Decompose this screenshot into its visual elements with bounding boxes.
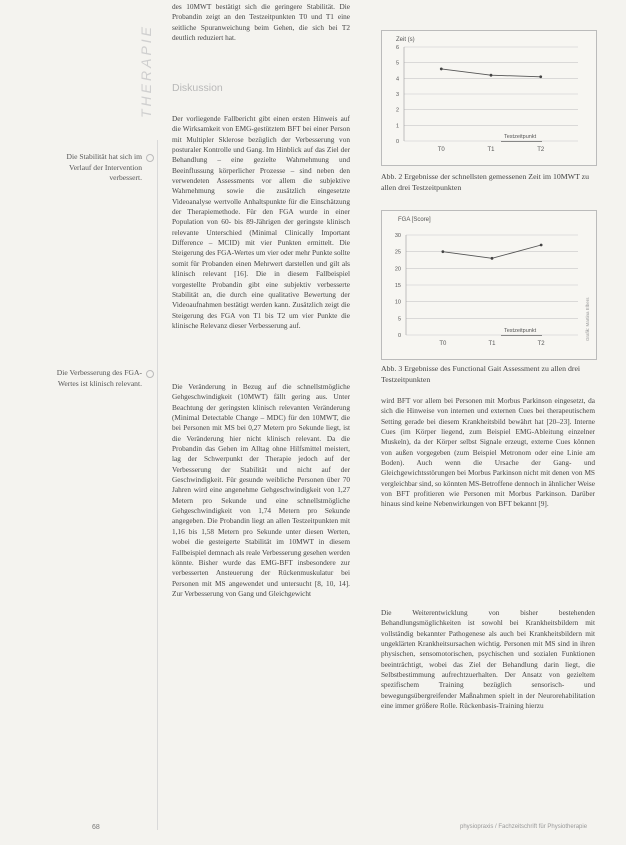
x-tick-label: T0 (439, 341, 447, 347)
margin-note-stability: Die Stabilität hat sich im Verlauf der Intervention verbessert. (50, 152, 142, 184)
legend-label: Testzeitpunkt (504, 134, 537, 140)
column1-para2: Die Veränderung in Bezug auf die schnellstmögliche Gehgeschwindigkeit (10MWT) fällt gering aus. Unter Beachtung der geringsten klinisch relevanten Veränderung (Minimal Detectable Change – MDC) für den 10MWT, die bei Personen mit MS bei 0,27 Metern pro Sekunde liegt, ist die Veränderung hier nicht klinisch relevant. Da die Probandin das Gehen im Alltag ohne Hilfsmittel meistert, lag der Schwerpunkt der Therapie jedoch auf der Verbesserung der Stabilität und nicht auf der Geschwindigkeit. Für gesunde weibliche Personen über 70 Jahren wird eine angenehme Gehgeschwindigkeit von 1,27 Metern pro Sekunde und eine schnellstmögliche Gehgeschwindigkeit von 1,74 Metern pro Sekunde angegeben. Die Probandin liegt an allen Testzeitpunkten mit 1,16 bis 1,58 Metern pro Sekunde unter diesen Werten, wobei die gesteigerte Stabilität im 10MWT in diesem Fallbeispiel demnach als reale Verbesserung gesehen werden könnte. Bisher wurde das EMG-BFT insbesondere zur verbesserten Ansteuerung der Rückenmuskulatur bei Personen mit MS angewendet und untersucht [8, 10, 14]. Zur Verbesserung von Gang und Gleichgewicht (172, 382, 350, 598)
y-tick-label: 5 (397, 316, 401, 323)
figure-10mwt (381, 30, 597, 166)
column2-para1: wird BFT vor allem bei Personen mit Morbus Parkinson eingesetzt, da sich die Hinweise von internen und externen Cues bei therapeutischem Setting gerade bei diesem Krankheitsbild bewährt hat [20–23]. Interne Cues (im Körper liegend, zum Beispiel EMG-Ableitung einzelner Muskeln), da der Körper selbst Signale erzeugt, externe Cues können von außen vorgegeben (zum Beispiel Metronom oder eine Linie am Boden). Auch wenn die Ursache der Gang- und Gleichgewichtsstörungen bei Morbus Parkinson nicht mit denen von MS vergleichbar sind, so könnten MS-Betroffene dennoch in ähnlicher Weise von BFT profitieren wie Personen mit Morbus Parkinson. Darüber hinaus sind keine Nebenwirkungen von BFT bekannt [9]. (381, 396, 596, 509)
y-tick-label: 5 (395, 60, 399, 67)
y-tick-label: 25 (394, 249, 401, 256)
data-point (491, 257, 494, 260)
figure-fga (381, 210, 597, 360)
x-tick-label: T1 (487, 147, 495, 153)
y-tick-label: 2 (395, 107, 399, 114)
x-tick-label: T2 (537, 147, 545, 153)
section-heading: Diskussion (172, 82, 223, 94)
y-tick-label: 10 (394, 299, 401, 306)
column-rule (157, 140, 158, 830)
axis-title: FGA [Score] (398, 217, 431, 223)
y-tick-label: 15 (394, 283, 401, 289)
data-point (540, 244, 543, 247)
data-point (441, 250, 444, 253)
column1-intro: des 10MWT bestätigt sich die geringere Stabilität. Die Probandin zeigt an den Testzeitpunkten T0 und T1 eine seitliche Spuranweichung beim Gehen, die sich bei T2 deutlich reduziert hat. (172, 2, 350, 43)
column1-para1: Der vorliegende Fallbericht gibt einen ersten Hinweis auf die Wirksamkeit von EMG-gestütztem BFT bei einer Person mit Multipler Sklerose bezüglich der Verbesserung von posturaler Kontrolle und Gang. Im Hinblick auf das Ziel der Behandlung – eine gezielte Wahrnehmung und Beeinflussung körperlicher Prozesse – sind neben den verwendeten Assessments vor allem die subjektive Wahrnehmung sowie die zusätzlich eingesetzte Videoanalyse wertvolle Anhaltspunkte für die Einschätzung der Therapiemethode. Für den FGA wurde in einer Population von 60- bis 89-Jährigen der geringste klinisch relevante Unterschied (Minimal Clinically Important Difference – MCID) mit vier Punkten ermittelt. Die Steigerung des FGA-Wertes um vier oder mehr Punkte sollte somit für Probanden einen Mehrwert darstellen und gilt als klinisch relevant [16]. Die in diesem Fallbeispiel vorgestellte Probandin gibt eine subjektiv verbesserte Stabilität an, die durch eine qualitative Bewertung der Videoaufnahmen bestätigt werden kann. Zusätzlich zeigt die Steigerung des FGA von T1 bis T2 um vier Punkte die klinische Relevanz dieser Verbesserung auf. (172, 114, 350, 330)
page-footer: physiopraxis / Fachzeitschrift für Physiotherapie (460, 824, 588, 830)
figure-caption-10mwt: Abb. 2 Ergebnisse der schnellsten gemessenen Zeit im 10MWT zu allen drei Testzeitpunkten (381, 172, 590, 192)
y-tick-label: 4 (395, 76, 399, 83)
data-point (440, 68, 443, 71)
chart-fga (382, 211, 596, 359)
y-tick-label: 3 (395, 92, 399, 98)
figure-caption-fga: Abb. 3 Ergebnisse des Functional Gait Assessment zu allen drei Testzeitpunkten (381, 364, 581, 384)
axis-title: Zeit (s) (396, 37, 415, 43)
y-tick-label: 30 (394, 233, 401, 239)
legend-label: Testzeitpunkt (504, 328, 537, 334)
x-tick-label: T2 (537, 341, 545, 347)
section-tab: THERAPIE (138, 23, 154, 118)
data-point (490, 74, 493, 77)
y-tick-label: 1 (395, 123, 399, 130)
data-point (539, 75, 542, 78)
y-tick-label: 0 (395, 139, 399, 145)
y-tick-label: 6 (395, 45, 399, 51)
y-tick-label: 20 (394, 266, 401, 273)
column2-para2: Die Weiterentwicklung von bisher bestehenden Behandlungsmöglichkeiten ist sowohl bei Krankheitsbildern mit vollständig bekannter Pathogenese als auch bei Krankheitsbildern mit ungeklärten Krankheitsursachen wichtig. Personen mit MS sind in ihren physischen, sensomotorischen, psychischen und sozialen Funktionen beeinträchtigt, wobei das Ziel der Behandlung darin liegt, die Selbstbestimmung aufrechtzuerhalten. Der Ansatz von gezieltem spezifischem Training bezüglich sensorisch- und bewegungsübergreifender Maßnahmen spielt in der Neurorehabilitation eine immer größere Rolle. Rückenbasis-Training hierzu (381, 608, 595, 711)
figure-credit: Grafik: Martina Elbers (585, 297, 590, 341)
x-tick-label: T1 (488, 341, 496, 347)
x-tick-label: T0 (437, 147, 445, 153)
y-tick-label: 0 (397, 333, 401, 339)
margin-note-fga: Die Verbesserung des FGA-Wertes ist klinisch relevant. (50, 368, 142, 389)
page-number: 68 (92, 824, 100, 831)
chart-10mwt (382, 31, 596, 165)
